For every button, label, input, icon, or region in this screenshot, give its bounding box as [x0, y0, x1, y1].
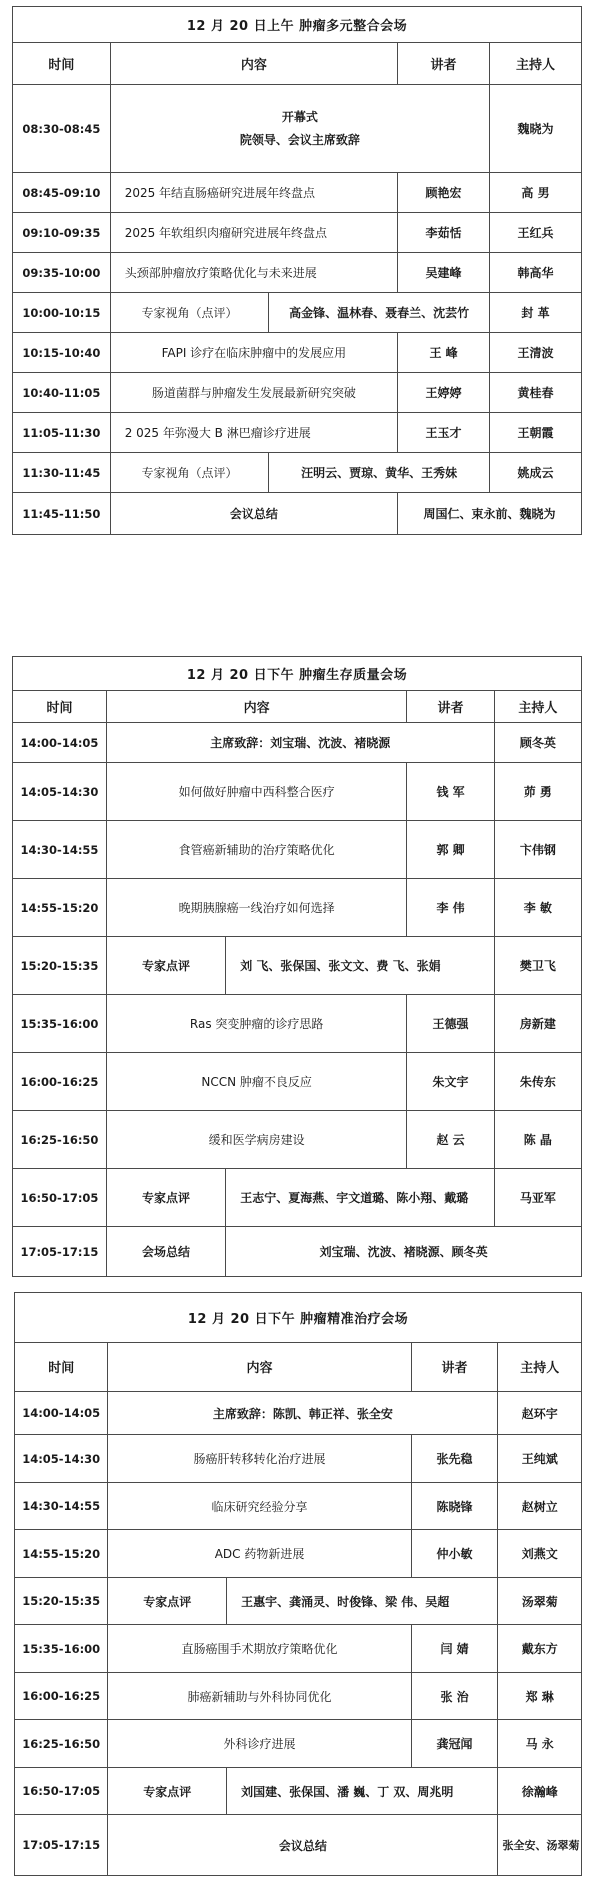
row-speaker: 朱文宇: [407, 1053, 494, 1111]
panel-label: 专家点评: [106, 1169, 225, 1227]
row-content: 晚期胰腺癌一线治疗如何选择: [106, 879, 407, 937]
row-host: 王纯斌: [498, 1435, 582, 1483]
row-speaker: 钱 军: [407, 763, 494, 821]
row-speaker: 龚冠闻: [411, 1720, 498, 1768]
header-content: 内容: [106, 691, 407, 723]
row-speaker: 李 伟: [407, 879, 494, 937]
row-speaker: 顾艳宏: [398, 173, 490, 213]
row-content: 缓和医学病房建设: [106, 1111, 407, 1169]
row-time: 08:45-09:10: [13, 173, 111, 213]
table-row: [13, 723, 582, 763]
row-time: 08:30-08:45: [13, 85, 111, 173]
table-row: [13, 937, 582, 995]
table-row: [13, 173, 582, 213]
row-speaker: 李茹恬: [398, 213, 490, 253]
panel-members: 刘国建、张保国、潘 巍、丁 双、周兆明: [227, 1767, 498, 1815]
table-row: [13, 85, 582, 173]
table-row: [13, 1053, 582, 1111]
table-row: [15, 1482, 582, 1530]
row-time: 14:55-15:20: [13, 879, 107, 937]
row-content: 如何做好肿瘤中西科整合医疗: [106, 763, 407, 821]
table-row: [13, 293, 582, 333]
table-row: [15, 1577, 582, 1625]
row-host: 陈 晶: [494, 1111, 581, 1169]
table-row: [13, 763, 582, 821]
header-time: 时间: [13, 691, 107, 723]
row-time: 14:00-14:05: [13, 723, 107, 763]
table-row: [15, 1720, 582, 1768]
row-content: 直肠癌围手术期放疗策略优化: [108, 1625, 411, 1673]
summary-label: 会议总结: [108, 1815, 498, 1876]
section-title: 12 月 20 日下午 肿瘤生存质量会场: [13, 657, 582, 691]
row-speaker: 陈晓锋: [411, 1482, 498, 1530]
row-host: 姚成云: [490, 453, 582, 493]
row-time: 15:20-15:35: [13, 937, 107, 995]
row-host: 赵树立: [498, 1482, 582, 1530]
schedule-table-afternoon-quality: [12, 656, 582, 1277]
header-speaker: 讲者: [398, 43, 490, 85]
row-content: 肠道菌群与肿瘤发生发展最新研究突破: [110, 373, 397, 413]
row-time: 17:05-17:15: [13, 1227, 107, 1277]
table-row: [13, 821, 582, 879]
opening-ceremony: [110, 85, 489, 173]
row-speaker: 闫 婧: [411, 1625, 498, 1673]
row-speaker: 王玉才: [398, 413, 490, 453]
header-time: 时间: [15, 1342, 108, 1392]
row-content: 食管癌新辅助的治疗策略优化: [106, 821, 407, 879]
table-row: [15, 1435, 582, 1483]
row-content: 2 025 年弥漫大 B 淋巴瘤诊疗进展: [110, 413, 397, 453]
row-content: 临床研究经验分享: [108, 1482, 411, 1530]
row-time: 16:50-17:05: [13, 1169, 107, 1227]
row-content: 2025 年结直肠癌研究进展年终盘点: [110, 173, 397, 213]
row-host: 黄桂春: [490, 373, 582, 413]
summary-label: 会议总结: [110, 493, 397, 535]
row-time: 15:35-16:00: [13, 995, 107, 1053]
table-row: [15, 1625, 582, 1673]
row-host: 房新建: [494, 995, 581, 1053]
row-speaker: 王德强: [407, 995, 494, 1053]
table-row: [15, 1815, 582, 1876]
row-host: 徐瀚峰: [498, 1767, 582, 1815]
header-time: 时间: [13, 43, 111, 85]
row-content: NCCN 肿瘤不良反应: [106, 1053, 407, 1111]
row-time: 14:00-14:05: [15, 1392, 108, 1435]
table-row: [13, 995, 582, 1053]
row-speaker: 吴建峰: [398, 253, 490, 293]
row-time: 09:35-10:00: [13, 253, 111, 293]
row-host: 刘燕文: [498, 1530, 582, 1578]
row-host: 顾冬英: [494, 723, 581, 763]
row-time: 16:00-16:25: [15, 1672, 108, 1720]
row-speaker: 仲小敏: [411, 1530, 498, 1578]
row-speaker: 张 治: [411, 1672, 498, 1720]
row-time: 10:40-11:05: [13, 373, 111, 413]
summary-host: 张全安、汤翠菊: [498, 1815, 582, 1876]
schedule-table-morning: [12, 6, 582, 535]
panel-label: 专家点评: [106, 937, 225, 995]
row-time: 11:45-11:50: [13, 493, 111, 535]
header-speaker: 讲者: [411, 1342, 498, 1392]
panel-members: 刘 飞、张保国、张文文、费 飞、张娟: [226, 937, 494, 995]
row-host: 高 男: [490, 173, 582, 213]
table-row: [15, 1392, 582, 1435]
section-title: 12 月 20 日上午 肿瘤多元整合会场: [13, 7, 582, 43]
row-time: 14:55-15:20: [15, 1530, 108, 1578]
row-host: 王朝霞: [490, 413, 582, 453]
row-time: 16:50-17:05: [15, 1767, 108, 1815]
row-time: 14:30-14:55: [13, 821, 107, 879]
row-host: 王红兵: [490, 213, 582, 253]
row-content: 肺癌新辅助与外科协同优化: [108, 1672, 411, 1720]
chair-speech: 主席致辞：刘宝瑞、沈波、褚晓源: [106, 723, 494, 763]
row-content: 头颈部肿瘤放疗策略优化与未来进展: [110, 253, 397, 293]
panel-label: 专家视角（点评）: [110, 453, 269, 493]
row-time: 14:30-14:55: [15, 1482, 108, 1530]
row-host: 汤翠菊: [498, 1577, 582, 1625]
row-host: 韩高华: [490, 253, 582, 293]
row-speaker: 王 峰: [398, 333, 490, 373]
row-content: FAPI 诊疗在临床肿瘤中的发展应用: [110, 333, 397, 373]
table-row: [13, 1169, 582, 1227]
row-host: 朱传东: [494, 1053, 581, 1111]
row-speaker: 郭 卿: [407, 821, 494, 879]
section-title: 12 月 20 日下午 肿瘤精准治疗会场: [15, 1293, 582, 1343]
row-speaker: 张先稳: [411, 1435, 498, 1483]
panel-label: 专家点评: [108, 1767, 227, 1815]
panel-members: 高金锋、温林春、聂春兰、沈芸竹: [269, 293, 490, 333]
row-time: 09:10-09:35: [13, 213, 111, 253]
table-row: [15, 1672, 582, 1720]
row-host: 卞伟钢: [494, 821, 581, 879]
row-speaker: 赵 云: [407, 1111, 494, 1169]
row-host: 茆 勇: [494, 763, 581, 821]
opening-title: 开幕式: [281, 109, 318, 124]
header-content: 内容: [110, 43, 397, 85]
panel-label: 专家点评: [108, 1577, 227, 1625]
row-content: 肠癌肝转移转化治疗进展: [108, 1435, 411, 1483]
chair-speech: 主席致辞：陈凯、韩正祥、张全安: [108, 1392, 498, 1435]
row-time: 10:00-10:15: [13, 293, 111, 333]
panel-members: 汪明云、贾琼、黄华、王秀妹: [269, 453, 490, 493]
row-host: 王清波: [490, 333, 582, 373]
summary-people: 刘宝瑞、沈波、褚晓源、顾冬英: [226, 1227, 582, 1277]
schedule-table-afternoon-precision: [14, 1292, 582, 1876]
table-row: [13, 453, 582, 493]
row-host: 樊卫飞: [494, 937, 581, 995]
row-time: 11:30-11:45: [13, 453, 111, 493]
row-time: 14:05-14:30: [15, 1435, 108, 1483]
row-time: 15:20-15:35: [15, 1577, 108, 1625]
row-host: 魏晓为: [490, 85, 582, 173]
table-row: [13, 1111, 582, 1169]
header-content: 内容: [108, 1342, 411, 1392]
table-row: [13, 213, 582, 253]
row-time: 17:05-17:15: [15, 1815, 108, 1876]
table-row: [13, 373, 582, 413]
header-host: 主持人: [494, 691, 581, 723]
row-host: 马亚军: [494, 1169, 581, 1227]
row-host: 李 敏: [494, 879, 581, 937]
row-time: 15:35-16:00: [15, 1625, 108, 1673]
table-row: [13, 879, 582, 937]
row-speaker: 王婷婷: [398, 373, 490, 413]
row-time: 16:25-16:50: [13, 1111, 107, 1169]
row-time: 16:00-16:25: [13, 1053, 107, 1111]
row-time: 10:15-10:40: [13, 333, 111, 373]
panel-label: 专家视角（点评）: [110, 293, 269, 333]
table-row: [13, 333, 582, 373]
row-time: 11:05-11:30: [13, 413, 111, 453]
row-time: 14:05-14:30: [13, 763, 107, 821]
row-content: ADC 药物新进展: [108, 1530, 411, 1578]
table-row: [15, 1530, 582, 1578]
summary-label: 会场总结: [106, 1227, 225, 1277]
table-row: [13, 1227, 582, 1277]
table-row: [15, 1767, 582, 1815]
row-time: 16:25-16:50: [15, 1720, 108, 1768]
row-content: 2025 年软组织肉瘤研究进展年终盘点: [110, 213, 397, 253]
table-row: [13, 253, 582, 293]
table-row: [13, 493, 582, 535]
table-row: [13, 413, 582, 453]
panel-members: 王惠宇、龚涌灵、时俊锋、梁 伟、吴超: [227, 1577, 498, 1625]
row-content: Ras 突变肿瘤的诊疗思路: [106, 995, 407, 1053]
panel-members: 王志宁、夏海燕、宇文道璐、陈小翔、戴璐: [226, 1169, 494, 1227]
opening-speech: 院领导、会议主席致辞: [239, 132, 360, 147]
header-speaker: 讲者: [407, 691, 494, 723]
header-host: 主持人: [490, 43, 582, 85]
row-host: 马 永: [498, 1720, 582, 1768]
row-host: 郑 琳: [498, 1672, 582, 1720]
row-host: 封 革: [490, 293, 582, 333]
row-content: 外科诊疗进展: [108, 1720, 411, 1768]
summary-people: 周国仁、束永前、魏晓为: [398, 493, 582, 535]
row-host: 戴东方: [498, 1625, 582, 1673]
row-host: 赵环宇: [498, 1392, 582, 1435]
header-host: 主持人: [498, 1342, 582, 1392]
